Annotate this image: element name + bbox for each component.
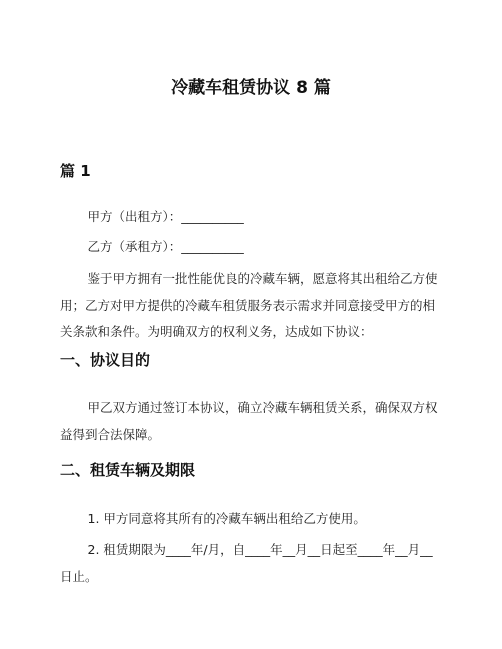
party-a-line: 甲方（出租方）：__________ [87,209,244,224]
section-heading-vehicles: 二、租赁车辆及期限 [60,461,196,479]
section-purpose-paragraph: 甲乙双方通过签订本协议，确立冷藏车辆租赁关系，确保双方权益得到合法保障。 [60,400,438,442]
party-b-line: 乙方（承租方）：__________ [87,239,244,254]
section-vehicles-item-1: 1. 甲方同意将其所有的冷藏车辆出租给乙方使用。 [87,511,366,526]
document-title: 冷藏车租赁协议 8 篇 [171,78,331,98]
part-heading: 篇 1 [60,162,91,180]
section-heading-purpose: 一、协议目的 [60,351,151,369]
preamble-paragraph: 鉴于甲方拥有一批性能优良的冷藏车辆，愿意将其出租给乙方使用；乙方对甲方提供的冷藏车租赁服务表示需求并同意接受甲方的相关条款和条件。为明确双方的权利义务，达成如下协议： [60,271,438,339]
section-vehicles-item-2: 2. 租赁期限为____年/月，自____年__月__日起至____年__月__日止。 [60,542,433,584]
